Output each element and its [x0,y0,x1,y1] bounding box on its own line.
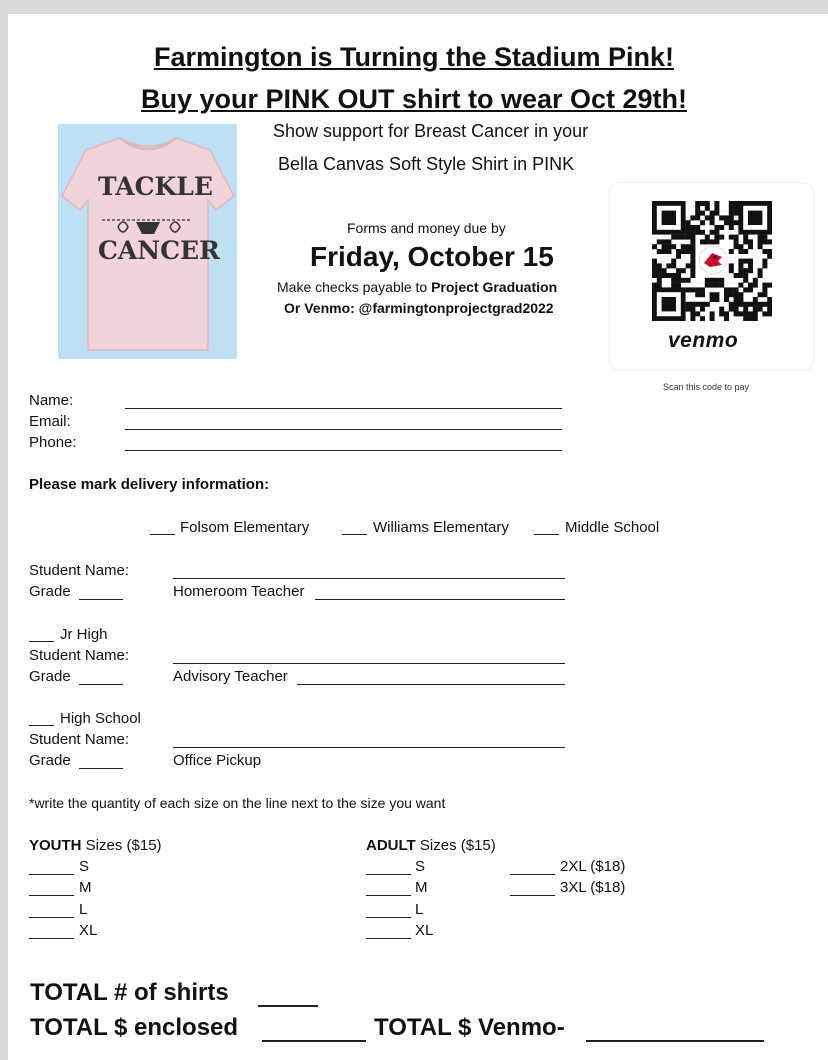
youth-heading-bold: YOUTH [29,837,82,854]
folsom-checkbox[interactable] [150,534,175,535]
adult-3xl-qty[interactable] [510,895,555,896]
adult-m-qty[interactable] [366,895,411,896]
grade-label: Grade [29,583,71,600]
high-school-label: High School [60,710,141,727]
office-pickup-label: Office Pickup [173,752,262,769]
youth-sizes-heading [29,837,162,854]
adult-l-qty[interactable] [366,917,411,918]
high-school-grade-field[interactable] [79,768,123,769]
adult-heading-bold: ADULT [366,837,416,854]
homeroom-teacher-label: Homeroom Teacher [173,583,305,600]
jr-high-label: Jr High [60,626,108,643]
checks-line [277,279,557,295]
middle-school-label: Middle School [565,519,660,536]
student-name-field[interactable] [173,578,565,579]
adult-sizes-heading [366,837,496,854]
due-date: Friday, October 15 [310,241,554,272]
jr-high-student-name-field[interactable] [173,663,565,664]
qr-caption: Scan this code to pay [663,382,750,392]
middle-school-checkbox[interactable] [534,534,559,535]
venmo-logo: venmo [668,329,739,352]
total-venmo-label: TOTAL $ Venmo- [374,1014,565,1041]
venmo-handle: Or Venmo: @farmingtonprojectgrad2022 [284,300,554,316]
name-field[interactable] [125,408,562,409]
intro-line-2: Bella Canvas Soft Style Shirt in PINK [278,154,575,174]
high-school-grade-label: Grade [29,752,71,769]
intro-line-1: Show support for Breast Cancer in your [273,121,589,141]
size-instruction: *write the quantity of each size on the line next to the size you want [29,795,446,811]
due-label: Forms and money due by [347,220,506,236]
adult-s-qty[interactable] [366,874,411,875]
adult-xl-label: XL [415,922,434,939]
cardinal-logo-icon [698,245,728,275]
adult-s-label: S [415,858,426,875]
jr-high-student-name-label: Student Name: [29,647,130,664]
shirt-text-bottom: CANCER [98,236,220,265]
total-venmo-field[interactable] [586,1040,764,1042]
folsom-label: Folsom Elementary [180,519,310,536]
advisory-teacher-field[interactable] [297,684,565,685]
youth-l-qty[interactable] [29,917,74,918]
jr-high-grade-label: Grade [29,668,71,685]
youth-l-label: L [79,901,88,918]
phone-field[interactable] [125,450,562,451]
youth-xl-qty[interactable] [29,938,74,939]
adult-heading-rest: Sizes ($15) [415,837,496,854]
checks-prefix: Make checks payable to [277,279,432,295]
adult-3xl-label: 3XL ($18) [560,879,626,896]
total-enclosed-label: TOTAL $ enclosed [30,1014,239,1041]
youth-s-qty[interactable] [29,874,74,875]
williams-label: Williams Elementary [373,519,509,536]
adult-l-label: L [415,901,424,918]
youth-m-label: M [79,879,92,896]
grade-field[interactable] [79,599,123,600]
homeroom-teacher-field[interactable] [315,599,565,600]
shirt-image [58,124,237,359]
total-shirts-label: TOTAL # of shirts [30,979,229,1006]
youth-s-label: S [79,858,90,875]
name-label: Name: [29,392,74,409]
williams-checkbox[interactable] [342,534,367,535]
adult-2xl-label: 2XL ($18) [560,858,626,875]
high-school-checkbox[interactable] [29,725,54,726]
high-school-student-name-label: Student Name: [29,731,130,748]
youth-heading-rest: Sizes ($15) [81,837,162,854]
adult-xl-qty[interactable] [366,938,411,939]
email-field[interactable] [125,429,562,430]
venmo-qr-card [610,183,813,370]
email-label: Email: [29,413,71,430]
phone-label: Phone: [29,434,77,451]
shirt-text-top: TACKLE [98,172,213,201]
page-title-line-1: Farmington is Turning the Stadium Pink! [153,42,674,72]
adult-2xl-qty[interactable] [510,874,555,875]
checks-payee: Project Graduation [431,279,558,295]
total-shirts-field[interactable] [258,1005,318,1007]
youth-m-qty[interactable] [29,895,74,896]
advisory-teacher-label: Advisory Teacher [173,668,288,685]
student-name-label: Student Name: [29,562,130,579]
youth-xl-label: XL [79,922,98,939]
jr-high-checkbox[interactable] [29,641,54,642]
delivery-heading: Please mark delivery information: [29,476,270,493]
adult-m-label: M [415,879,428,896]
total-enclosed-field[interactable] [262,1040,366,1042]
jr-high-grade-field[interactable] [79,684,123,685]
high-school-student-name-field[interactable] [173,747,565,748]
page-title-line-2: Buy your PINK OUT shirt to wear Oct 29th! [140,84,688,114]
